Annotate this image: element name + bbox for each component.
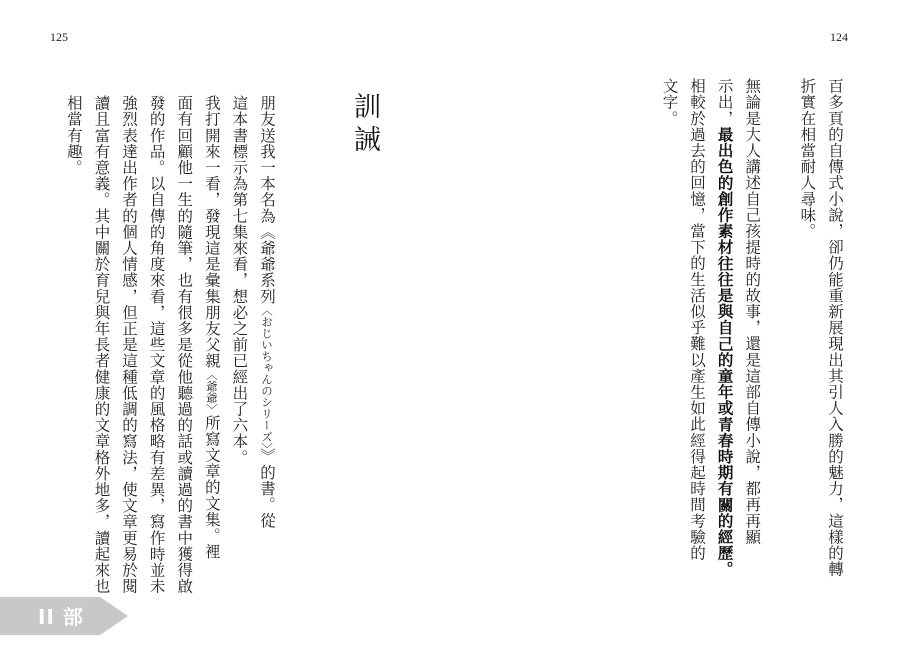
page-number-left: 125 [50, 30, 68, 44]
part-label: II 部 [38, 605, 84, 629]
left-p1-note: 〈おじいちゃんのシリーズ〉 [260, 304, 274, 449]
right-p1-line2: 折實在相當耐人尋味。 [798, 78, 817, 239]
left-p1-line1-end: 》的書。從 [258, 448, 276, 529]
left-p2-line1: 我打開來一看，發現這是彙集朋友父親 [202, 95, 221, 369]
right-p2-emphasis: 最出色的創作素材往往是與自己的童年或青春時期有關的經歷。 [715, 126, 734, 578]
left-p1-line2: 這本書標示為第七集來看，想必之前已經出了六本。 [230, 95, 249, 466]
right-p2-line1: 無論是大人講述自己孩提時的故事，還是這部自傳小說，都再再顯 [743, 78, 762, 545]
left-p1-line1: 朋友送我一本名為《爺爺系列 [258, 95, 276, 305]
right-p1-line1: 百多頁的自傳式小說，卻仍能重新展現出其引人入勝的魅力，這樣的轉 [826, 78, 844, 578]
right-p2-line2-plain: 示出， [715, 78, 734, 127]
right-page [450, 0, 900, 661]
right-page-body [655, 78, 848, 578]
left-p2-line1-end: 所寫文章的文集。裡 [202, 414, 221, 560]
right-p2-line3: 相較於過去的回憶，當下的生活似乎難以產生如此經得起時間考驗的 [688, 78, 707, 561]
left-p2-line4: 強烈表達出作者的個人情感，但正是這種低調的寫法，使文章更易於閱 [120, 95, 139, 595]
left-p2-line6: 相當有趣。 [64, 95, 83, 176]
page-number-right: 124 [830, 30, 848, 44]
part-tab [0, 597, 128, 635]
right-p2-line4: 文字。 [660, 78, 679, 127]
left-p2-line3: 發的作品。以自傳的角度來看，這些文章的風格略有差異，寫作時並未 [147, 95, 166, 595]
essay-title: 訓誡 [349, 92, 380, 158]
left-p2-note: 〈爺爺〉 [204, 368, 219, 415]
left-p2-line5: 讀且富有意義。其中關於育兒與年長者健康的文章格外地多，讀起來也 [92, 95, 111, 595]
left-page-body [59, 95, 280, 595]
left-p2-line2: 面有回顧他一生的隨筆，也有很多是從他聽過的話或讀過的書中獲得啟 [175, 95, 194, 595]
